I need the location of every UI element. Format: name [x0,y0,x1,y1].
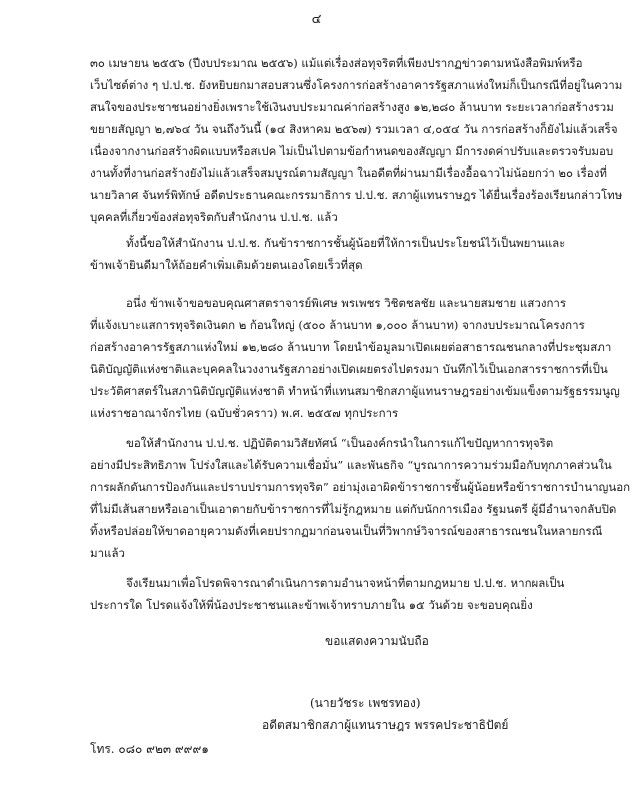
signer-name: (นายวัชระ เพชรทอง) [310,696,421,710]
text-line: เว็บไซต์ต่าง ๆ ป.ป.ช. ยังหยิบยกมาสอบสวนซึ่งโครงการก่อสร้างอาคารรัฐสภาแห่งใหม่ก็เป็นกรณีที่อยู่ในความ [90,78,623,92]
phone-number: โทร. ๐๘๐ ๙๒๓ ๙๙๙๑ [90,742,209,756]
closing-salutation: ขอแสดงความนับถือ [325,634,429,648]
text-line: ข้าพเจ้ายินดีมาให้ถ้อยคำเพิ่มเติมด้วยตนเองโดยเร็วที่สุด [90,258,363,272]
text-line: ที่แจ้งเบาะแสการทุจริตเงินตก ๒ ก้อนใหญ่ (๕๐๐ ล้านบาท ๑,๐๐๐ ล้านบาท) จากงบประมาณโครงการ [90,318,585,332]
text-line: ทั้งนี้ขอให้สำนักงาน ป.ป.ช. กันข้าราชการชั้นผู้น้อยที่ให้การเป็นประโยชน์ไว้เป็นพยานและ [126,236,566,250]
text-line: จึงเรียนมาเพื่อโปรดพิจารณาดำเนินการตามอำนาจหน้าที่ตามกฎหมาย ป.ป.ช. หากผลเป็น [126,576,565,590]
text-line: ทิ้งหรือปล่อยให้ขาดอายุความดังที่เคยปรากฏมาก่อนจนเป็นที่วิพากษ์วิจารณ์ของสาธารณชนในหลายกรณี [90,524,603,538]
text-line: ๓๐ เมษายน ๒๕๕๖ (ปีงบประมาณ ๒๕๕๖) แม้แต่เรื่องส่อทุจริตที่เพียงปรากฏข่าวตามหนังสือพิมพ์หรือ [90,56,583,70]
text-line: การผลักดันการป้องกันและปราบปรามการทุจริต” อย่ามุ่งเอาผิดข้าราชการชั้นผู้น้อยหรือข้าราชการบำนาญนอก [90,480,631,494]
text-line: อย่างมีประสิทธิภาพ โปร่งใสและได้รับความเชื่อมั่น” และพันธกิจ “บูรณาการความร่วมมือกับทุกภาคส่วนใน [90,458,612,472]
text-line: แห่งราชอาณาจักรไทย (ฉบับชั่วคราว) พ.ศ. ๒๕๕๗ ทุกประการ [90,406,399,420]
text-line: ประวัติศาสตร์ในสภานิติบัญญัติแห่งชาติ ทำหน้าที่แทนสมาชิกสภาผู้แทนราษฎรอย่างเข้มแข็งตามรัฐธรรมนูญ [90,384,620,398]
text-line: ก่อสร้างอาคารรัฐสภาแห่งใหม่ ๑๒,๒๘๐ ล้านบาท โดยนำข้อมูลมาเปิดเผยต่อสาธารณชนกลางที่ประชุมสภา [90,340,612,354]
paragraph-vision-mission [90,432,631,564]
text-line: อนึ่ง ข้าพเจ้าขอขอบคุณศาสตราจารย์พิเศษ พรเพชร วิชิตชลชัย และนายสมชาย แสวงการ [126,296,567,310]
text-line: ขยายสัญญา ๒,๗๖๔ วัน จนถึงวันนี้ (๑๔ สิงหาคม ๒๕๖๗) รวมเวลา ๔,๐๕๔ วัน การก่อสร้างก็ยังไม่แล้วเสร็จ [90,122,618,136]
text-line: บุคคลที่เกี่ยวข้องส่อทุจริตกับสำนักงาน ป.ป.ช. แล้ว [90,210,338,224]
text-line: ขอให้สำนักงาน ป.ป.ช. ปฏิบัติตามวิสัยทัศน์ “เป็นองค์กรนำในการแก้ไขปัญหาการทุจริต [126,436,554,450]
text-line: มาแล้ว [90,546,125,560]
paragraph-acknowledgement [90,292,620,424]
text-line: นิติบัญญัติแห่งชาติและบุคคลในวงงานรัฐสภาอย่างเปิดเผยตรงไปตรงมา บันทึกไว้เป็นเอกสารราชการที่เป็น [90,362,608,376]
signer-title: อดีตสมาชิกสภาผู้แทนราษฎร พรรคประชาธิปัตย์ [262,718,509,732]
text-line: ประการใด โปรดแจ้งให้พี่น้องประชาชนและข้าพเจ้าทราบภายใน ๑๕ วันด้วย จะขอบคุณยิ่ง [90,598,533,612]
paragraph-witness-request [90,232,566,276]
paragraph-closing-request [90,572,565,616]
page-number: ๔ [311,12,322,27]
text-line: เนื่องจากงานก่อสร้างผิดแบบหรือสเปค ไม่เป็นไปตามข้อกำหนดของสัญญา มีการงดค่าปรับและตรวจรับมอบ [90,144,614,158]
text-line: ที่ไม่มีเส้นสายหรือเอาเป็นเอาตายกับข้าราชการที่ไม่รู้กฎหมาย แต่กับนักการเมือง รัฐมนตรี ผู้มีอำนาจกลับปิด [90,502,617,516]
text-line: สนใจของประชาชนอย่างยิ่งเพราะใช้เงินงบประมาณค่าก่อสร้างสูง ๑๒,๒๘๐ ล้านบาท ระยะเวลาก่อสร้างรวม [90,100,614,114]
paragraph-budget-background [90,52,623,228]
text-line: งานทั้งที่งานก่อสร้างยังไม่แล้วเสร็จสมบูรณ์ตามสัญญา ในอดีตที่ผ่านมามีเรื่องอื้อฉาวไม่น้อยกว่า ๒๐ เรื่องที่ [90,166,607,180]
text-line: นายวิลาศ จันทร์พิทักษ์ อดีตประธานคณะกรรมาธิการ ป.ป.ช. สภาผู้แทนราษฎร ได้ยื่นเรื่องร้องเรียนกล่าวโทษ [90,188,623,202]
